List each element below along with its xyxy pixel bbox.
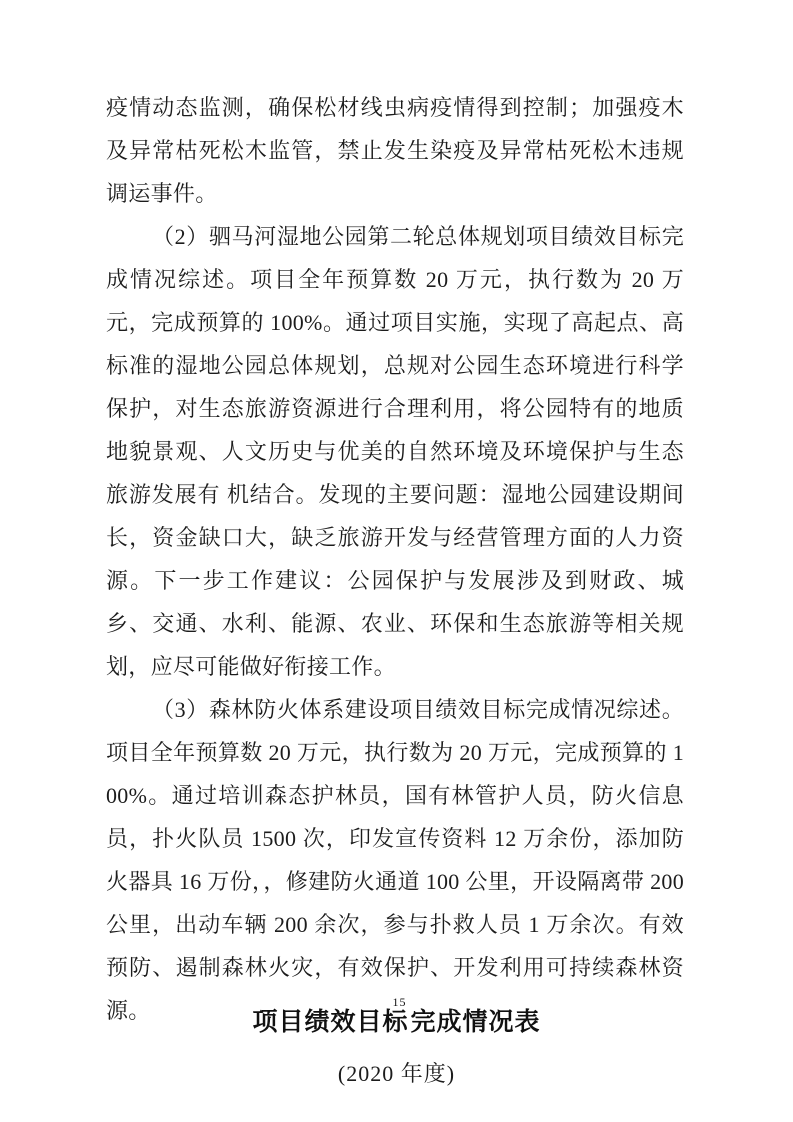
table-title [0, 995, 793, 1040]
paragraph-continuation: 疫情动态监测，确保松材线虫病疫情得到控制；加强疫木及异常枯死松木监管，禁止发生染疫及异常枯死松木违规调运事件。 [106, 95, 684, 206]
paragraph-item-3: （3）森林防火体系建设项目绩效目标完成情况综述。项目全年预算数 20 万元，执行数为 20 万元，完成预算的 100%。通过培训森态护林员，国有林管护人员，防火信息员，扑火队员 1500 次，印发宣传资料 12 万余份，添加防火器具 16 万份，，修建防火通道 100 公里，开设隔离带 200 公里，出动车辆 200 余次，参与扑救人员 1 万余次。有效预防、遏制森林火灾，有效保护、开发利用可持续森林资源。 [106, 697, 684, 1023]
footnote-marker: 15 [392, 995, 407, 1009]
table-title-suffix: 完成情况表 [410, 1008, 541, 1036]
paragraph-item-2: （2）驷马河湿地公园第二轮总体规划项目绩效目标完成情况综述。项目全年预算数 20 万元，执行数为 20 万元，完成预算的 100%。通过项目实施，实现了高起点、高标准的湿地公园总体规划，总规对公园生态环境进行科学保护，对生态旅游资源进行合理利用，将公园特有的地质地貌景观、人文历史与优美的自然环境及环境保护与生态旅游发展有 机结合。发现的主要问题：湿地公园建设期间长，资金缺口大，缺乏旅游开发与经营管理方面的人力资源。下一步工作建议：公园保护与发展涉及到财政、城乡、交通、水利、能源、农业、环保和生态旅游等相关规划，应尽可能做好衔接工作。 [106, 224, 684, 679]
document-body [106, 86, 684, 1032]
table-subtitle: (2020 年度) [337, 1061, 456, 1086]
table-title-prefix: 项目绩效目标 [252, 1008, 409, 1036]
